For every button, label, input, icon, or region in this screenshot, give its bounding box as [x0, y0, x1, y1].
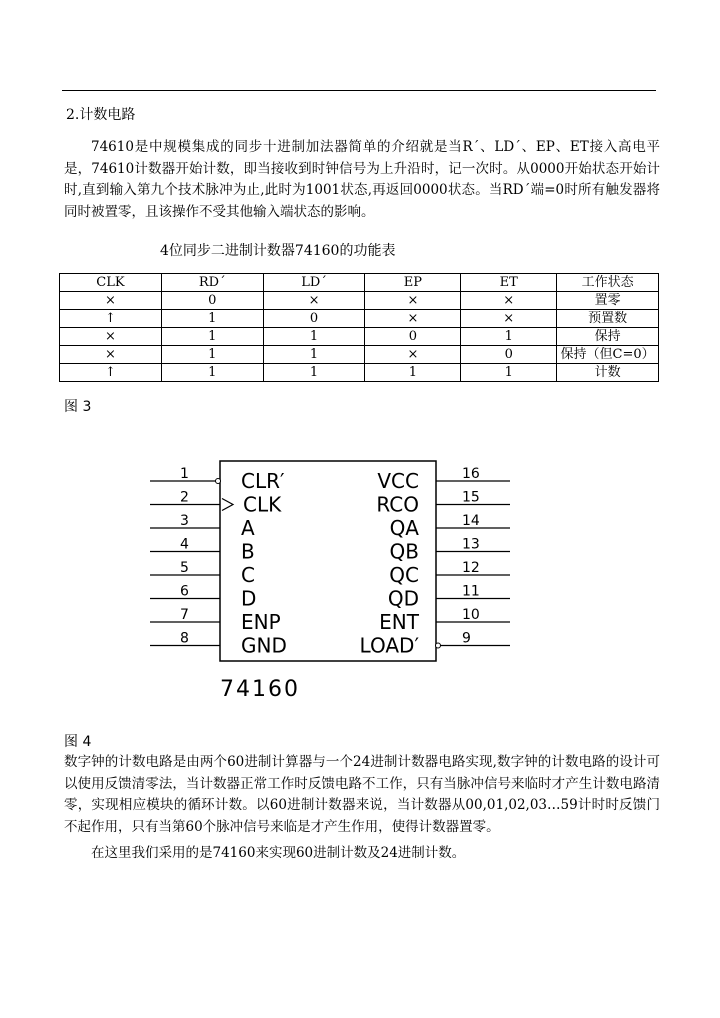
table-row: [60, 310, 659, 328]
table-cell: 0: [365, 328, 461, 346]
table-cell: 0: [461, 346, 557, 364]
table-row: [60, 346, 659, 364]
table-cell: ×: [263, 292, 365, 310]
left-pin-label: GND: [241, 633, 287, 658]
left-pin-number: 5: [180, 560, 189, 576]
table-cell: ↑: [60, 310, 162, 328]
right-pin-label: QD: [387, 586, 419, 611]
table-cell: 1: [461, 328, 557, 346]
chip-diagram: [140, 456, 540, 706]
figure4-caption: 图 4: [64, 734, 92, 750]
table-row: [60, 292, 659, 310]
table-cell: 1: [263, 364, 365, 382]
right-pin-number: 16: [462, 466, 480, 482]
right-pin-label: QB: [389, 539, 419, 564]
left-pin-number: 3: [180, 513, 189, 529]
table-cell: 1: [161, 346, 263, 364]
header-et: ET: [461, 274, 557, 292]
left-pin-number: 1: [180, 466, 189, 482]
right-pin-number: 11: [462, 583, 480, 600]
header-state: 工作状态: [557, 274, 659, 292]
table-row: [60, 328, 659, 346]
header-rd: RD´: [161, 274, 263, 292]
table-cell: 1: [365, 364, 461, 382]
table-cell: 1: [161, 364, 263, 382]
table-cell: 1: [461, 364, 557, 382]
table-title: 4位同步二进制计数器74160的功能表: [160, 243, 396, 259]
table-cell: 1: [263, 346, 365, 364]
table-cell: 0: [263, 310, 365, 328]
table-cell: 置零: [557, 292, 659, 310]
function-table: [59, 273, 659, 382]
table-row: [60, 364, 659, 382]
right-pin-label: ENT: [379, 610, 419, 634]
left-pin-label: A: [241, 516, 255, 540]
left-pin-number: 8: [180, 630, 189, 647]
right-pin-number: 13: [462, 536, 480, 553]
table-cell: ×: [365, 310, 461, 328]
left-pin-number: 6: [180, 583, 189, 600]
left-pin-label: CLR′: [241, 469, 285, 493]
table-cell: ×: [461, 310, 557, 328]
table-cell: 0: [161, 292, 263, 310]
top-rule: [62, 90, 656, 91]
header-clk: CLK: [60, 274, 162, 292]
table-cell: ×: [365, 292, 461, 310]
table-cell: 保持（但C=0）: [557, 346, 659, 364]
right-pin-label: RCO: [376, 492, 419, 517]
table-cell: 1: [161, 328, 263, 346]
right-pin-label: LOAD′: [359, 633, 419, 658]
table-cell: ×: [60, 346, 162, 364]
left-pin-label: C: [241, 563, 255, 587]
left-pin-number: 2: [180, 489, 189, 506]
header-ep: EP: [365, 274, 461, 292]
right-pin-number: 14: [462, 513, 480, 529]
table-cell: 1: [161, 310, 263, 328]
right-pin-number: 10: [462, 607, 480, 623]
right-pin-label: QA: [389, 516, 419, 540]
right-pin-number: 9: [462, 630, 471, 647]
section-heading: 2.计数电路: [66, 107, 136, 123]
table-cell: 保持: [557, 328, 659, 346]
left-pin-number: 7: [180, 607, 189, 623]
table-cell: ×: [60, 328, 162, 346]
right-pin-label: QC: [389, 563, 419, 587]
left-pin-label: B: [241, 539, 255, 564]
closing-paragraph: 在这里我们采用的是74160来实现60进制计数及24进制计数。: [91, 845, 466, 861]
table-cell: ↑: [60, 364, 162, 382]
body-paragraph: 数字钟的计数电路是由两个60进制计算器与一个24进制计数器电路实现,数字钟的计数电路的设计可以使用反馈清零法，当计数器正常工作时反馈电路不工作，只有当脉冲信号来临时才产生计数电路清零，实现相应模块的循环计数。以60进制计数器来说，当计数器从00,01,02,03…59计时时反馈门不起作用，只有当第60个脉冲信号来临是才产生作用，使得计数器置零。: [64, 754, 660, 835]
header-ld: LD´: [263, 274, 365, 292]
left-pin-label: ENP: [241, 610, 281, 634]
clk-triangle: [222, 499, 233, 511]
right-pin-label: VCC: [377, 469, 419, 493]
right-pin-number: 12: [462, 560, 480, 576]
left-pin-label: CLK: [243, 492, 282, 517]
table-cell: ×: [365, 346, 461, 364]
table-cell: ×: [60, 292, 162, 310]
clr-bubble: [216, 479, 221, 484]
figure3-caption: 图 3: [64, 399, 92, 415]
left-pin-label: D: [241, 586, 257, 611]
left-pin-number: 4: [180, 536, 189, 553]
intro-paragraph: 74610是中规模集成的同步十进制加法器简单的介绍就是当R´、LD´、EP、ET接入高电平是，74610计数器开始计数，即当接收到时钟信号为上升沿时，记一次时。从0000开始状态开始计时,直到输入第九个技术脉冲为止,此时为1001状态,再返回0000状态。当RD´端=0时所有触发器将同时被置零，且该操作不受其他输入端状态的影响。: [64, 139, 660, 220]
chip-name: 74160: [220, 677, 300, 702]
table-cell: 计数: [557, 364, 659, 382]
table-header-row: [60, 274, 659, 292]
table-cell: 预置数: [557, 310, 659, 328]
table-cell: 1: [263, 328, 365, 346]
right-pin-number: 15: [462, 489, 480, 506]
table-cell: ×: [461, 292, 557, 310]
load-bubble: [436, 643, 441, 648]
